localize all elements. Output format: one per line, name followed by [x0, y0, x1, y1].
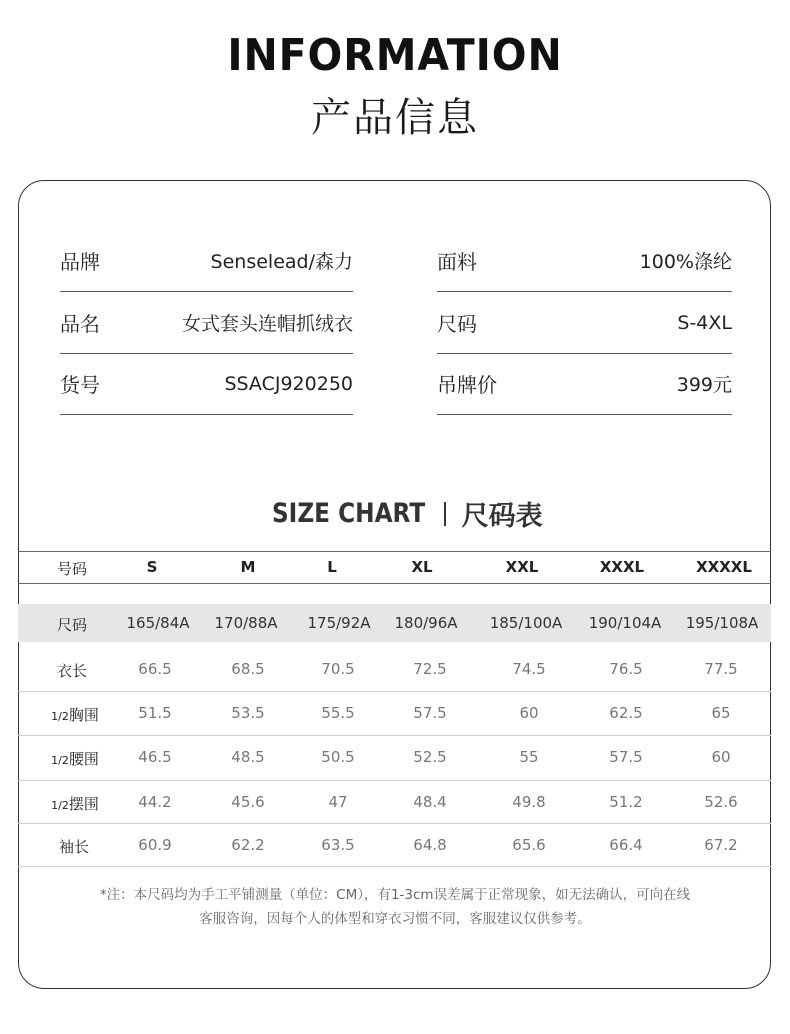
- table-cell: 50.5: [321, 748, 355, 766]
- table-cell: 60: [711, 748, 731, 766]
- header-label: 号码: [56, 560, 88, 578]
- info-key: 尺码: [437, 312, 477, 336]
- row-divider: [18, 780, 771, 781]
- table-cell: 170/88A: [214, 614, 278, 632]
- table-cell: 165/84A: [126, 614, 190, 632]
- table-cell: 60: [519, 704, 539, 722]
- table-header-rule: [18, 583, 771, 584]
- table-cell: 45.6: [231, 793, 265, 811]
- header-size: L: [327, 558, 337, 576]
- row-divider: [18, 735, 771, 736]
- title-divider: [444, 502, 446, 526]
- note-line: *注：本尺码均为手工平铺测量（单位：CM），有1-3cm误差属于正常现象，如无法确认，可向在线: [99, 887, 691, 903]
- table-cell: 175/92A: [307, 614, 371, 632]
- header-size: M: [240, 558, 256, 576]
- table-cell: 62.5: [609, 704, 643, 722]
- table-cell: 51.2: [609, 793, 643, 811]
- title-en: INFORMATION: [227, 30, 563, 81]
- info-key: 品牌: [60, 250, 100, 274]
- info-value: 399元: [676, 374, 732, 396]
- table-cell: 53.5: [231, 704, 265, 722]
- row-label: 衣长: [56, 662, 88, 680]
- table-cell: 55.5: [321, 704, 355, 722]
- info-row-fabric: [437, 230, 732, 292]
- info-value: S-4XL: [677, 311, 732, 334]
- table-cell: 68.5: [231, 660, 265, 678]
- table-cell: 63.5: [321, 836, 355, 854]
- header-size: XXL: [505, 558, 539, 576]
- header-size: XXXXL: [696, 558, 752, 576]
- info-key: 货号: [60, 373, 100, 397]
- size-chart-title-cn: 尺码表: [461, 501, 543, 532]
- row-label: 1/2摆围: [51, 795, 99, 813]
- table-cell: 51.5: [138, 704, 172, 722]
- header-size: S: [146, 558, 158, 576]
- table-cell: 70.5: [321, 660, 355, 678]
- row-label: 1/2胸围: [51, 706, 99, 724]
- row-label: 1/2腰围: [51, 750, 99, 768]
- table-cell: 66.5: [138, 660, 172, 678]
- header-size: XL: [411, 558, 433, 576]
- table-cell: 195/108A: [685, 614, 759, 632]
- info-row-sku: [60, 353, 353, 415]
- table-cell: 76.5: [609, 660, 643, 678]
- table-cell: 47: [328, 793, 348, 811]
- info-row-name: [60, 292, 353, 354]
- table-cell: 62.2: [231, 836, 265, 854]
- table-cell: 65.6: [512, 836, 546, 854]
- table-cell: 48.4: [413, 793, 447, 811]
- table-cell: 67.2: [704, 836, 738, 854]
- info-key: 品名: [60, 312, 100, 336]
- table-cell: 74.5: [512, 660, 546, 678]
- info-row-size: [437, 292, 732, 354]
- info-row-brand: [60, 230, 353, 292]
- table-cell: 66.4: [609, 836, 643, 854]
- table-cell: 48.5: [231, 748, 265, 766]
- info-row-price: [437, 353, 732, 415]
- table-cell: 72.5: [413, 660, 447, 678]
- table-cell: 185/100A: [489, 614, 563, 632]
- row-divider: [18, 823, 771, 824]
- title-cn: 产品信息: [311, 95, 479, 141]
- table-cell: 52.6: [704, 793, 738, 811]
- measurement-note: [0, 883, 790, 931]
- table-cell: 180/96A: [394, 614, 458, 632]
- table-cell: 55: [519, 748, 539, 766]
- table-top-rule: [18, 551, 771, 552]
- table-cell: 49.8: [512, 793, 546, 811]
- info-value: Senselead/森力: [210, 251, 353, 273]
- table-cell: 77.5: [704, 660, 738, 678]
- info-value: 100%涤纶: [639, 251, 732, 273]
- table-cell: 52.5: [413, 748, 447, 766]
- table-cell: 64.8: [413, 836, 447, 854]
- table-cell: 57.5: [609, 748, 643, 766]
- info-value: 女式套头连帽抓绒衣: [181, 313, 353, 335]
- info-key: 吊牌价: [437, 373, 497, 397]
- info-key: 面料: [437, 250, 477, 274]
- table-cell: 60.9: [138, 836, 172, 854]
- info-value: SSACJ920250: [224, 372, 353, 395]
- row-divider: [18, 691, 771, 692]
- table-cell: 190/104A: [588, 614, 662, 632]
- row-label: 尺码: [56, 616, 88, 634]
- table-cell: 46.5: [138, 748, 172, 766]
- size-chart-title-en: SIZE CHART: [272, 498, 426, 529]
- size-chart-heading: [0, 494, 790, 533]
- table-cell: 57.5: [413, 704, 447, 722]
- table-cell: 65: [711, 704, 731, 722]
- row-divider: [18, 866, 771, 867]
- header-size: XXXL: [599, 558, 645, 576]
- note-line: 客服咨询，因每个人的体型和穿衣习惯不同，客服建议仅供参考。: [199, 911, 591, 927]
- row-label: 袖长: [58, 838, 90, 856]
- table-cell: 44.2: [138, 793, 172, 811]
